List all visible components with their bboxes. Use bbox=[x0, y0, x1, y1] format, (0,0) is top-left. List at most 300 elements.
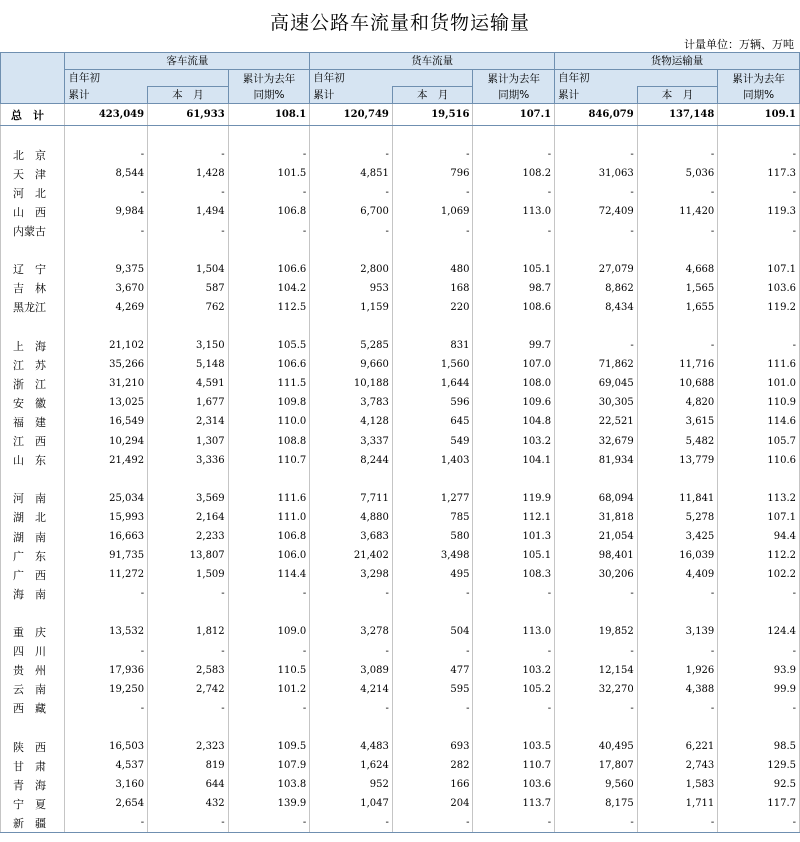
table-row bbox=[1, 699, 800, 718]
spacer-cell bbox=[718, 241, 800, 260]
passenger-cumulative-cell: 19,250 bbox=[65, 680, 148, 699]
truck-cumulative-cell: 3,783 bbox=[310, 393, 393, 412]
spacer-cell bbox=[718, 470, 800, 489]
truck-cumulative-cell: 120,749 bbox=[310, 104, 393, 126]
table-row bbox=[1, 565, 800, 584]
passenger-cumulative-cell: 35,266 bbox=[65, 355, 148, 374]
truck-pct-cell: 103.6 bbox=[473, 775, 555, 794]
spacer-cell bbox=[637, 241, 718, 260]
passenger-pct-cell: 112.5 bbox=[228, 298, 310, 317]
passenger-month-cell: - bbox=[148, 584, 229, 603]
truck-pct-cell: - bbox=[473, 642, 555, 661]
header-pct-bottom: 同期% bbox=[498, 88, 530, 101]
truck-pct-cell: - bbox=[473, 699, 555, 718]
freight-month-cell: 4,388 bbox=[637, 680, 718, 699]
spacer-cell bbox=[228, 718, 310, 737]
passenger-month-cell: - bbox=[148, 699, 229, 718]
region-name: 安 徽 bbox=[1, 393, 65, 412]
region-name: 海 南 bbox=[1, 584, 65, 603]
freight-cumulative-cell: 8,175 bbox=[555, 794, 638, 813]
region-name: 总 计 bbox=[1, 104, 65, 126]
spacer-cell bbox=[473, 317, 555, 336]
truck-month-cell: 220 bbox=[392, 298, 473, 317]
truck-month-cell: 204 bbox=[392, 794, 473, 813]
passenger-pct-cell: 107.9 bbox=[228, 756, 310, 775]
spacer-cell bbox=[392, 470, 473, 489]
freight-month-cell: 1,926 bbox=[637, 661, 718, 680]
passenger-month-cell: 3,150 bbox=[148, 336, 229, 355]
header-group-truck: 货车流量 bbox=[310, 53, 555, 70]
spacer-cell bbox=[228, 317, 310, 336]
header-cumulative-bottom: 累计 bbox=[65, 87, 148, 104]
spacer-cell bbox=[1, 317, 65, 336]
passenger-pct-cell: 106.6 bbox=[228, 260, 310, 279]
passenger-cumulative-cell: 423,049 bbox=[65, 104, 148, 126]
freight-pct-cell: 119.2 bbox=[718, 298, 800, 317]
passenger-pct-cell: 139.9 bbox=[228, 794, 310, 813]
passenger-pct-cell: 101.2 bbox=[228, 680, 310, 699]
passenger-month-cell: 1,494 bbox=[148, 202, 229, 221]
region-name: 内蒙古 bbox=[1, 221, 65, 240]
freight-month-cell: - bbox=[637, 183, 718, 202]
freight-pct-cell: 113.2 bbox=[718, 489, 800, 508]
spacer-cell bbox=[148, 718, 229, 737]
freight-pct-cell: 94.4 bbox=[718, 527, 800, 546]
header-pct-top: 累计为去年 bbox=[732, 72, 785, 85]
truck-cumulative-cell: 6,700 bbox=[310, 202, 393, 221]
spacer-cell bbox=[392, 126, 473, 146]
truck-pct-cell: 103.5 bbox=[473, 737, 555, 756]
freight-cumulative-cell: 40,495 bbox=[555, 737, 638, 756]
spacer-cell bbox=[228, 603, 310, 622]
header-cumulative-top: 自年初 bbox=[555, 70, 718, 87]
table-row bbox=[1, 794, 800, 813]
passenger-pct-cell: 105.5 bbox=[228, 336, 310, 355]
truck-month-cell: 504 bbox=[392, 622, 473, 641]
header-cumulative-top: 自年初 bbox=[310, 70, 473, 87]
truck-month-cell: 495 bbox=[392, 565, 473, 584]
freight-pct-cell: 117.3 bbox=[718, 164, 800, 183]
region-name: 甘 肃 bbox=[1, 756, 65, 775]
truck-cumulative-cell: 3,298 bbox=[310, 565, 393, 584]
passenger-cumulative-cell: 16,663 bbox=[65, 527, 148, 546]
passenger-cumulative-cell: 9,375 bbox=[65, 260, 148, 279]
header-cumulative-bottom: 累计 bbox=[555, 87, 638, 104]
table-row bbox=[1, 336, 800, 355]
header-cumulative-top: 自年初 bbox=[65, 70, 228, 87]
truck-cumulative-cell: 4,214 bbox=[310, 680, 393, 699]
passenger-month-cell: - bbox=[148, 145, 229, 164]
freight-pct-cell: 98.5 bbox=[718, 737, 800, 756]
truck-cumulative-cell: 952 bbox=[310, 775, 393, 794]
passenger-month-cell: 2,583 bbox=[148, 661, 229, 680]
header-pct-top: 累计为去年 bbox=[487, 72, 541, 85]
spacer-row bbox=[1, 241, 800, 260]
region-name: 新 疆 bbox=[1, 813, 65, 833]
passenger-month-cell: 61,933 bbox=[148, 104, 229, 126]
truck-cumulative-cell: - bbox=[310, 699, 393, 718]
freight-pct-cell: 99.9 bbox=[718, 680, 800, 699]
freight-cumulative-cell: 9,560 bbox=[555, 775, 638, 794]
freight-pct-cell: 107.1 bbox=[718, 508, 800, 527]
freight-cumulative-cell: 31,063 bbox=[555, 164, 638, 183]
header-cumulative-bottom: 累计 bbox=[310, 87, 393, 104]
passenger-cumulative-cell: 8,544 bbox=[65, 164, 148, 183]
passenger-cumulative-cell: 13,025 bbox=[65, 393, 148, 412]
spacer-cell bbox=[228, 241, 310, 260]
header-pct-bottom: 同期% bbox=[743, 88, 775, 101]
spacer-cell bbox=[228, 470, 310, 489]
passenger-pct-cell: 108.1 bbox=[228, 104, 310, 126]
table-row bbox=[1, 489, 800, 508]
freight-cumulative-cell: 32,679 bbox=[555, 432, 638, 451]
passenger-month-cell: 5,148 bbox=[148, 355, 229, 374]
table-row bbox=[1, 584, 800, 603]
truck-cumulative-cell: - bbox=[310, 584, 393, 603]
freight-cumulative-cell: - bbox=[555, 584, 638, 603]
region-name: 北 京 bbox=[1, 145, 65, 164]
passenger-month-cell: 762 bbox=[148, 298, 229, 317]
passenger-pct-cell: 106.8 bbox=[228, 527, 310, 546]
freight-cumulative-cell: 12,154 bbox=[555, 661, 638, 680]
table-header bbox=[1, 53, 800, 104]
spacer-cell bbox=[473, 718, 555, 737]
truck-cumulative-cell: - bbox=[310, 183, 393, 202]
truck-month-cell: 1,403 bbox=[392, 451, 473, 470]
passenger-cumulative-cell: 10,294 bbox=[65, 432, 148, 451]
table-row bbox=[1, 737, 800, 756]
truck-month-cell: 166 bbox=[392, 775, 473, 794]
spacer-cell bbox=[148, 241, 229, 260]
freight-month-cell: - bbox=[637, 145, 718, 164]
region-name: 浙 江 bbox=[1, 374, 65, 393]
spacer-cell bbox=[310, 126, 393, 146]
truck-month-cell: 19,516 bbox=[392, 104, 473, 126]
table-row bbox=[1, 622, 800, 641]
passenger-month-cell: 2,742 bbox=[148, 680, 229, 699]
region-name: 贵 州 bbox=[1, 661, 65, 680]
passenger-pct-cell: 110.7 bbox=[228, 451, 310, 470]
truck-cumulative-cell: 5,285 bbox=[310, 336, 393, 355]
spacer-cell bbox=[1, 126, 65, 146]
passenger-cumulative-cell: 2,654 bbox=[65, 794, 148, 813]
passenger-pct-cell: - bbox=[228, 584, 310, 603]
region-name: 江 西 bbox=[1, 432, 65, 451]
freight-month-cell: 2,743 bbox=[637, 756, 718, 775]
spacer-cell bbox=[718, 718, 800, 737]
region-name: 陕 西 bbox=[1, 737, 65, 756]
passenger-month-cell: 432 bbox=[148, 794, 229, 813]
truck-pct-cell: 108.2 bbox=[473, 164, 555, 183]
region-name: 青 海 bbox=[1, 775, 65, 794]
table-row bbox=[1, 546, 800, 565]
freight-pct-cell: 92.5 bbox=[718, 775, 800, 794]
truck-month-cell: - bbox=[392, 584, 473, 603]
spacer-cell bbox=[555, 126, 638, 146]
region-name: 福 建 bbox=[1, 412, 65, 431]
truck-pct-cell: 105.2 bbox=[473, 680, 555, 699]
passenger-cumulative-cell: - bbox=[65, 813, 148, 833]
freight-pct-cell: - bbox=[718, 584, 800, 603]
truck-cumulative-cell: 4,483 bbox=[310, 737, 393, 756]
freight-month-cell: 3,425 bbox=[637, 527, 718, 546]
region-name: 吉 林 bbox=[1, 279, 65, 298]
truck-month-cell: 168 bbox=[392, 279, 473, 298]
truck-pct-cell: 108.3 bbox=[473, 565, 555, 584]
passenger-pct-cell: 111.6 bbox=[228, 489, 310, 508]
truck-month-cell: 580 bbox=[392, 527, 473, 546]
table-row bbox=[1, 279, 800, 298]
passenger-pct-cell: 109.5 bbox=[228, 737, 310, 756]
freight-pct-cell: 102.2 bbox=[718, 565, 800, 584]
passenger-cumulative-cell: 3,670 bbox=[65, 279, 148, 298]
truck-pct-cell: 105.1 bbox=[473, 260, 555, 279]
freight-pct-cell: - bbox=[718, 813, 800, 833]
spacer-cell bbox=[718, 603, 800, 622]
truck-cumulative-cell: 3,089 bbox=[310, 661, 393, 680]
spacer-cell bbox=[65, 241, 148, 260]
truck-month-cell: - bbox=[392, 813, 473, 833]
total-row bbox=[1, 104, 800, 126]
truck-pct-cell: 110.7 bbox=[473, 756, 555, 775]
freight-pct-cell: 93.9 bbox=[718, 661, 800, 680]
freight-pct-cell: 117.7 bbox=[718, 794, 800, 813]
freight-cumulative-cell: 72,409 bbox=[555, 202, 638, 221]
passenger-pct-cell: 106.8 bbox=[228, 202, 310, 221]
table-row bbox=[1, 202, 800, 221]
table-row bbox=[1, 527, 800, 546]
freight-cumulative-cell: 17,807 bbox=[555, 756, 638, 775]
freight-month-cell: 5,036 bbox=[637, 164, 718, 183]
truck-pct-cell: 104.1 bbox=[473, 451, 555, 470]
passenger-month-cell: 2,323 bbox=[148, 737, 229, 756]
header-group-passenger: 客车流量 bbox=[65, 53, 310, 70]
freight-cumulative-cell: 30,206 bbox=[555, 565, 638, 584]
passenger-pct-cell: 111.0 bbox=[228, 508, 310, 527]
truck-pct-cell: - bbox=[473, 183, 555, 202]
truck-pct-cell: 99.7 bbox=[473, 336, 555, 355]
truck-cumulative-cell: 21,402 bbox=[310, 546, 393, 565]
spacer-cell bbox=[555, 718, 638, 737]
spacer-cell bbox=[555, 470, 638, 489]
freight-pct-cell: 110.9 bbox=[718, 393, 800, 412]
freight-month-cell: 1,655 bbox=[637, 298, 718, 317]
spacer-row bbox=[1, 718, 800, 737]
region-name: 重 庆 bbox=[1, 622, 65, 641]
truck-pct-cell: 119.9 bbox=[473, 489, 555, 508]
spacer-cell bbox=[310, 718, 393, 737]
truck-pct-cell: - bbox=[473, 221, 555, 240]
region-name: 广 东 bbox=[1, 546, 65, 565]
truck-cumulative-cell: - bbox=[310, 145, 393, 164]
region-name: 辽 宁 bbox=[1, 260, 65, 279]
freight-pct-cell: - bbox=[718, 642, 800, 661]
freight-pct-cell: 110.6 bbox=[718, 451, 800, 470]
freight-pct-cell: 111.6 bbox=[718, 355, 800, 374]
passenger-pct-cell: - bbox=[228, 813, 310, 833]
spacer-cell bbox=[555, 317, 638, 336]
table-row bbox=[1, 680, 800, 699]
header-month: 本 月 bbox=[392, 87, 473, 104]
truck-cumulative-cell: - bbox=[310, 642, 393, 661]
freight-cumulative-cell: - bbox=[555, 642, 638, 661]
freight-pct-cell: 119.3 bbox=[718, 202, 800, 221]
table-row bbox=[1, 432, 800, 451]
freight-cumulative-cell: 30,305 bbox=[555, 393, 638, 412]
truck-pct-cell: 113.0 bbox=[473, 622, 555, 641]
passenger-cumulative-cell: 25,034 bbox=[65, 489, 148, 508]
table-row bbox=[1, 775, 800, 794]
truck-cumulative-cell: 3,337 bbox=[310, 432, 393, 451]
spacer-cell bbox=[392, 718, 473, 737]
spacer-cell bbox=[65, 603, 148, 622]
freight-cumulative-cell: 32,270 bbox=[555, 680, 638, 699]
table-row bbox=[1, 661, 800, 680]
freight-pct-cell: - bbox=[718, 183, 800, 202]
truck-month-cell: 796 bbox=[392, 164, 473, 183]
spacer-cell bbox=[148, 603, 229, 622]
header-group-freight: 货物运输量 bbox=[555, 53, 800, 70]
truck-pct-cell: 103.2 bbox=[473, 661, 555, 680]
passenger-cumulative-cell: - bbox=[65, 221, 148, 240]
truck-month-cell: - bbox=[392, 642, 473, 661]
passenger-month-cell: - bbox=[148, 183, 229, 202]
passenger-cumulative-cell: 16,503 bbox=[65, 737, 148, 756]
truck-cumulative-cell: 1,624 bbox=[310, 756, 393, 775]
spacer-row bbox=[1, 470, 800, 489]
region-name: 宁 夏 bbox=[1, 794, 65, 813]
truck-cumulative-cell: 3,683 bbox=[310, 527, 393, 546]
passenger-cumulative-cell: 17,936 bbox=[65, 661, 148, 680]
truck-cumulative-cell: 2,800 bbox=[310, 260, 393, 279]
spacer-cell bbox=[392, 241, 473, 260]
freight-month-cell: 1,711 bbox=[637, 794, 718, 813]
truck-pct-cell: 101.3 bbox=[473, 527, 555, 546]
freight-month-cell: 3,615 bbox=[637, 412, 718, 431]
truck-month-cell: 282 bbox=[392, 756, 473, 775]
header-pct-bottom: 同期% bbox=[253, 88, 285, 101]
freight-pct-cell: 101.0 bbox=[718, 374, 800, 393]
freight-cumulative-cell: 21,054 bbox=[555, 527, 638, 546]
freight-month-cell: - bbox=[637, 642, 718, 661]
passenger-cumulative-cell: 11,272 bbox=[65, 565, 148, 584]
truck-month-cell: 595 bbox=[392, 680, 473, 699]
truck-cumulative-cell: - bbox=[310, 813, 393, 833]
truck-pct-cell: 105.1 bbox=[473, 546, 555, 565]
spacer-cell bbox=[148, 317, 229, 336]
freight-pct-cell: 103.6 bbox=[718, 279, 800, 298]
passenger-month-cell: 1,307 bbox=[148, 432, 229, 451]
region-name: 山 东 bbox=[1, 451, 65, 470]
truck-month-cell: - bbox=[392, 699, 473, 718]
freight-month-cell: 11,716 bbox=[637, 355, 718, 374]
passenger-pct-cell: 108.8 bbox=[228, 432, 310, 451]
truck-pct-cell: 98.7 bbox=[473, 279, 555, 298]
passenger-pct-cell: 104.2 bbox=[228, 279, 310, 298]
spacer-cell bbox=[718, 126, 800, 146]
spacer-cell bbox=[637, 603, 718, 622]
passenger-pct-cell: - bbox=[228, 183, 310, 202]
truck-month-cell: - bbox=[392, 145, 473, 164]
spacer-cell bbox=[473, 241, 555, 260]
truck-cumulative-cell: 4,128 bbox=[310, 412, 393, 431]
header-corner bbox=[1, 53, 65, 104]
truck-month-cell: 3,498 bbox=[392, 546, 473, 565]
truck-cumulative-cell: 1,159 bbox=[310, 298, 393, 317]
freight-pct-cell: 112.2 bbox=[718, 546, 800, 565]
passenger-month-cell: 2,164 bbox=[148, 508, 229, 527]
spacer-cell bbox=[392, 603, 473, 622]
freight-month-cell: 3,139 bbox=[637, 622, 718, 641]
truck-pct-cell: - bbox=[473, 145, 555, 164]
freight-month-cell: 6,221 bbox=[637, 737, 718, 756]
spacer-cell bbox=[65, 470, 148, 489]
passenger-month-cell: 587 bbox=[148, 279, 229, 298]
truck-pct-cell: - bbox=[473, 584, 555, 603]
truck-cumulative-cell: 10,188 bbox=[310, 374, 393, 393]
freight-month-cell: 137,148 bbox=[637, 104, 718, 126]
freight-cumulative-cell: 27,079 bbox=[555, 260, 638, 279]
passenger-pct-cell: 106.6 bbox=[228, 355, 310, 374]
freight-month-cell: 4,409 bbox=[637, 565, 718, 584]
spacer-cell bbox=[1, 470, 65, 489]
passenger-month-cell: 13,807 bbox=[148, 546, 229, 565]
truck-month-cell: 785 bbox=[392, 508, 473, 527]
passenger-cumulative-cell: 21,102 bbox=[65, 336, 148, 355]
passenger-pct-cell: 103.8 bbox=[228, 775, 310, 794]
truck-month-cell: 1,560 bbox=[392, 355, 473, 374]
table-row bbox=[1, 183, 800, 202]
freight-month-cell: 13,779 bbox=[637, 451, 718, 470]
truck-cumulative-cell: 4,851 bbox=[310, 164, 393, 183]
passenger-pct-cell: - bbox=[228, 699, 310, 718]
truck-month-cell: 477 bbox=[392, 661, 473, 680]
truck-cumulative-cell: 8,244 bbox=[310, 451, 393, 470]
region-name: 河 南 bbox=[1, 489, 65, 508]
freight-pct-cell: 129.5 bbox=[718, 756, 800, 775]
freight-cumulative-cell: 846,079 bbox=[555, 104, 638, 126]
truck-month-cell: 480 bbox=[392, 260, 473, 279]
freight-pct-cell: - bbox=[718, 336, 800, 355]
passenger-month-cell: 1,504 bbox=[148, 260, 229, 279]
spacer-cell bbox=[473, 126, 555, 146]
passenger-cumulative-cell: - bbox=[65, 584, 148, 603]
spacer-cell bbox=[473, 603, 555, 622]
spacer-cell bbox=[637, 317, 718, 336]
table-row bbox=[1, 756, 800, 775]
passenger-pct-cell: 111.5 bbox=[228, 374, 310, 393]
freight-month-cell: 1,583 bbox=[637, 775, 718, 794]
freight-month-cell: 10,688 bbox=[637, 374, 718, 393]
spacer-cell bbox=[637, 126, 718, 146]
freight-cumulative-cell: - bbox=[555, 145, 638, 164]
truck-cumulative-cell: 3,278 bbox=[310, 622, 393, 641]
passenger-month-cell: 644 bbox=[148, 775, 229, 794]
passenger-pct-cell: 109.0 bbox=[228, 622, 310, 641]
region-name: 四 川 bbox=[1, 642, 65, 661]
page-title: 高速公路车流量和货物运输量 bbox=[269, 12, 530, 34]
passenger-month-cell: 1,428 bbox=[148, 164, 229, 183]
region-name: 江 苏 bbox=[1, 355, 65, 374]
header-pct bbox=[473, 70, 555, 104]
table-row bbox=[1, 393, 800, 412]
passenger-month-cell: 1,509 bbox=[148, 565, 229, 584]
passenger-cumulative-cell: 16,549 bbox=[65, 412, 148, 431]
freight-cumulative-cell: 69,045 bbox=[555, 374, 638, 393]
freight-month-cell: 16,039 bbox=[637, 546, 718, 565]
passenger-month-cell: 1,812 bbox=[148, 622, 229, 641]
truck-cumulative-cell: 9,660 bbox=[310, 355, 393, 374]
